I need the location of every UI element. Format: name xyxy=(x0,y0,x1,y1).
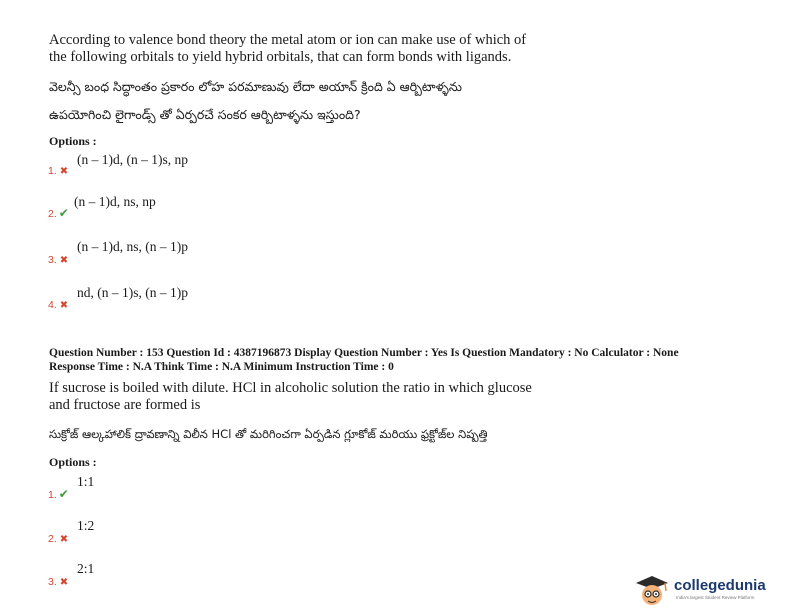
logo-name: collegedunia xyxy=(674,577,766,594)
option-text: nd, (n – 1)s, (n – 1)p xyxy=(77,285,188,300)
option-text: 1:1 xyxy=(77,474,95,489)
option-marker xyxy=(48,295,68,313)
wrong-mark-icon: ✖ xyxy=(59,534,69,545)
option-marker xyxy=(48,161,68,179)
option-number: 3. xyxy=(48,254,57,266)
options-label: Options : xyxy=(49,455,97,469)
question-text-line: the following orbitals to yield hybrid orbitals, that can form bonds with ligands. xyxy=(49,49,512,65)
option-text: 2:1 xyxy=(77,561,95,576)
option-number: 4. xyxy=(48,299,57,311)
question-text-line: and fructose are formed is xyxy=(49,397,201,413)
option-text: 1:2 xyxy=(77,518,95,533)
option-text: (n – 1)d, ns, (n – 1)p xyxy=(77,239,188,254)
question-text-line: If sucrose is boiled with dilute. HCl in alcoholic solution the ratio in which glucose xyxy=(49,380,532,396)
wrong-mark-icon: ✖ xyxy=(59,577,69,588)
correct-mark-icon: ✔ xyxy=(58,487,69,501)
question-text-line: According to valence bond theory the metal atom or ion can make use of which of xyxy=(49,32,527,48)
option-marker xyxy=(48,250,68,268)
wrong-mark-icon: ✖ xyxy=(59,166,69,177)
graduate-mascot-icon xyxy=(632,574,672,608)
option-number: 2. xyxy=(48,533,57,545)
correct-mark-icon: ✔ xyxy=(58,206,69,220)
option-marker xyxy=(48,572,68,590)
option-marker xyxy=(48,529,68,547)
question-telugu-line: ఉపయోగించి లైగాండ్స్ తో ఏర్పరచే సంకర ఆర్బిటాళ్ళను ఇస్తుంది? xyxy=(49,107,361,122)
wrong-mark-icon: ✖ xyxy=(59,300,69,311)
question-meta: Response Time : N.A Think Time : N.A Minimum Instruction Time : 0 xyxy=(49,361,394,373)
option-marker xyxy=(48,204,69,222)
options-label: Options : xyxy=(49,134,97,148)
question-telugu-line: సుక్రోజ్ ఆల్కహాలిక్ ద్రావణాన్ని విలీన HCl తో మరిగించగా ఏర్పడిన గ్లూకోజ్ మరియు ఫ్రక్టోజ్‌ల నిష్పత్తి xyxy=(49,427,488,441)
option-text: (n – 1)d, ns, np xyxy=(74,194,156,209)
option-marker xyxy=(48,485,69,503)
logo-tagline: India's largest Student Review Platform xyxy=(676,595,755,600)
collegedunia-logo xyxy=(632,574,782,608)
option-number: 2. xyxy=(48,208,57,220)
question-telugu-line: వెలన్సీ బంధ సిద్ధాంతం ప్రకారం లోహ పరమాణువు లేదా అయాన్ క్రింది ఏ ఆర్బిటాళ్ళను xyxy=(49,79,462,94)
option-number: 1. xyxy=(48,165,57,177)
question-meta: Question Number : 153 Question Id : 4387196873 Display Question Number : Yes Is Question Mandatory : No Calculator : None xyxy=(49,347,679,359)
option-text: (n – 1)d, (n – 1)s, np xyxy=(77,152,188,167)
option-number: 1. xyxy=(48,489,57,501)
option-number: 3. xyxy=(48,576,57,588)
wrong-mark-icon: ✖ xyxy=(59,255,69,266)
